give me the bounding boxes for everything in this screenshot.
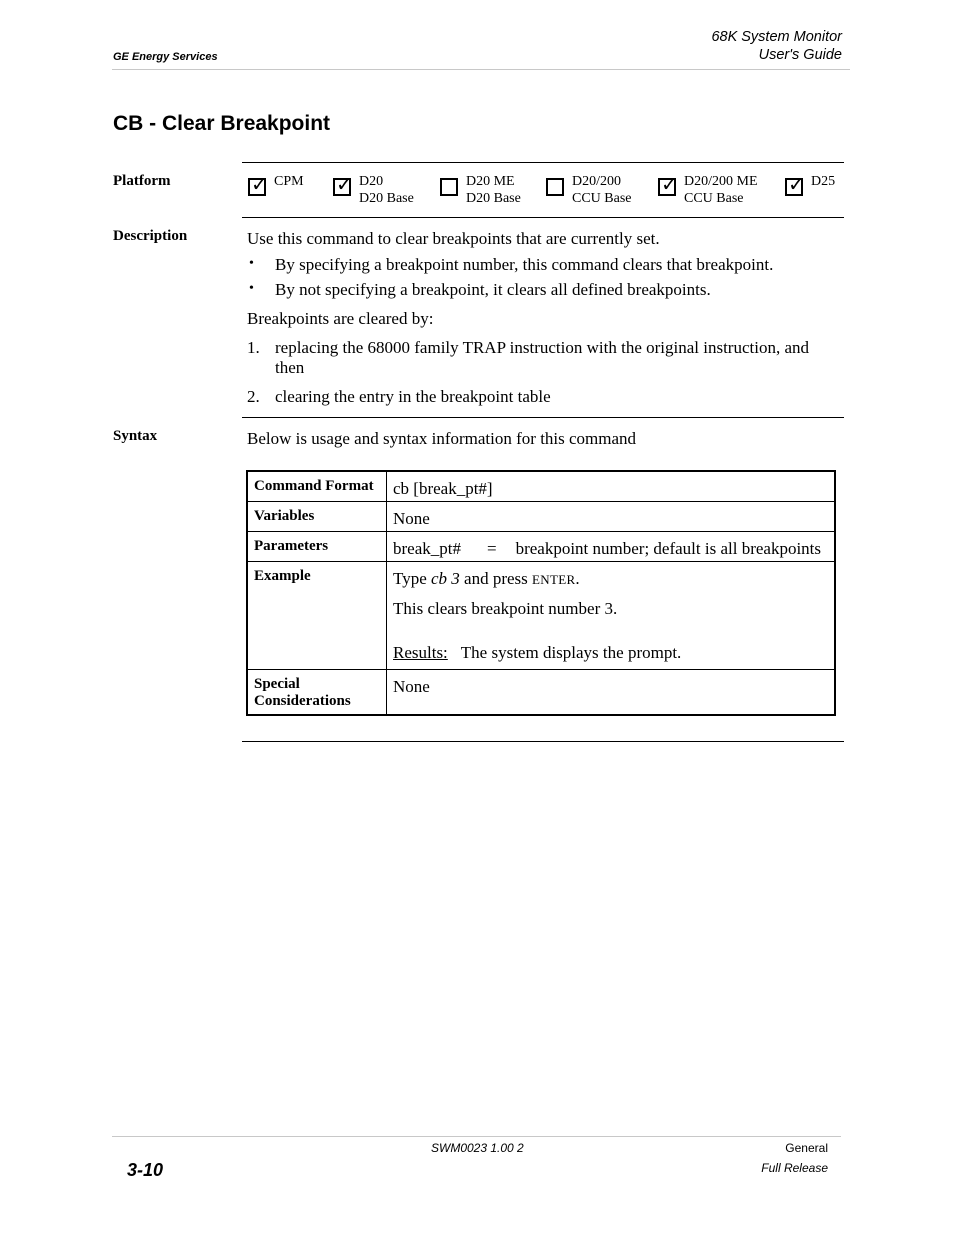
company-name: GE Energy Services <box>113 51 218 63</box>
variables-value: None <box>387 501 836 531</box>
checkbox-checked-icon: ✓ <box>658 178 676 196</box>
parameters-key: Parameters <box>247 531 387 561</box>
table-row-parameters <box>247 531 835 561</box>
step-1-text: replacing the 68000 family TRAP instruction with the original instruction, and then <box>275 338 809 377</box>
bullet-icon: • <box>249 281 254 296</box>
platform-item-cpm: ✓ CPM <box>248 173 304 196</box>
platform-item-d20-200: D20/200 CCU Base <box>546 173 632 207</box>
platform-item-d20-200-me: ✓ D20/200 ME CCU Base <box>658 173 758 207</box>
step-2-text: clearing the entry in the breakpoint table <box>275 387 551 406</box>
description-bullet-2: By not specifying a breakpoint, it clears all defined breakpoints. <box>275 280 711 299</box>
table-row-example <box>247 561 835 669</box>
results-label: Results: <box>393 642 448 662</box>
special-value: None <box>387 669 836 715</box>
platform-item-d20-me: D20 ME D20 Base <box>440 173 521 207</box>
description-label: Description <box>113 228 188 244</box>
command-format-key: Command Format <box>247 471 387 501</box>
enter-key: ENTER <box>532 571 576 587</box>
checkbox-unchecked-icon <box>440 178 458 196</box>
table-row-special-considerations <box>247 669 835 715</box>
checkbox-unchecked-icon <box>546 178 564 196</box>
checkbox-checked-icon: ✓ <box>248 178 266 196</box>
example-key: Example <box>247 561 387 669</box>
syntax-table <box>246 470 836 716</box>
step-2-number: 2. <box>247 387 260 406</box>
platform-item-d25: ✓ D25 <box>785 173 835 196</box>
document-title-line1: 68K System Monitor <box>711 29 842 45</box>
example-value: Type cb 3 and press ENTER. This clears breakpoint number 3. Results: The system displays the prompt. <box>387 561 836 669</box>
command-format-value: cb [break_pt#] <box>387 471 836 501</box>
bullet-icon: • <box>249 256 254 271</box>
footer-section: General <box>785 1141 828 1155</box>
footer-doc-id: SWM0023 1.00 2 <box>431 1141 524 1155</box>
parameters-value: break_pt# = breakpoint number; default is all breakpoints <box>387 531 836 561</box>
syntax-label: Syntax <box>113 428 158 444</box>
platform-top-rule <box>242 162 844 163</box>
special-key: Special Considerations <box>247 669 387 715</box>
platform-bottom-rule <box>242 217 844 218</box>
description-intro: Use this command to clear breakpoints that are currently set. <box>247 229 660 248</box>
page-title: CB - Clear Breakpoint <box>113 112 331 135</box>
platform-item-d20: ✓ D20 D20 Base <box>333 173 414 207</box>
platform-label: Platform <box>113 173 171 189</box>
syntax-intro: Below is usage and syntax information for this command <box>247 429 637 448</box>
checkbox-checked-icon: ✓ <box>785 178 803 196</box>
footer-divider <box>112 1136 841 1137</box>
checkbox-checked-icon: ✓ <box>333 178 351 196</box>
footer-release: Full Release <box>761 1161 828 1175</box>
page-number: 3-10 <box>127 1160 164 1180</box>
document-title <box>711 28 842 64</box>
cleared-by-text: Breakpoints are cleared by: <box>247 309 434 328</box>
document-title-line2: User's Guide <box>758 47 842 63</box>
variables-key: Variables <box>247 501 387 531</box>
description-bullet-1: By specifying a breakpoint number, this command clears that breakpoint. <box>275 255 774 274</box>
table-row-variables <box>247 501 835 531</box>
syntax-bottom-rule <box>242 741 844 742</box>
table-row-command-format <box>247 471 835 501</box>
header-divider <box>112 69 850 70</box>
description-bottom-rule <box>242 417 844 418</box>
step-1-number: 1. <box>247 338 260 357</box>
